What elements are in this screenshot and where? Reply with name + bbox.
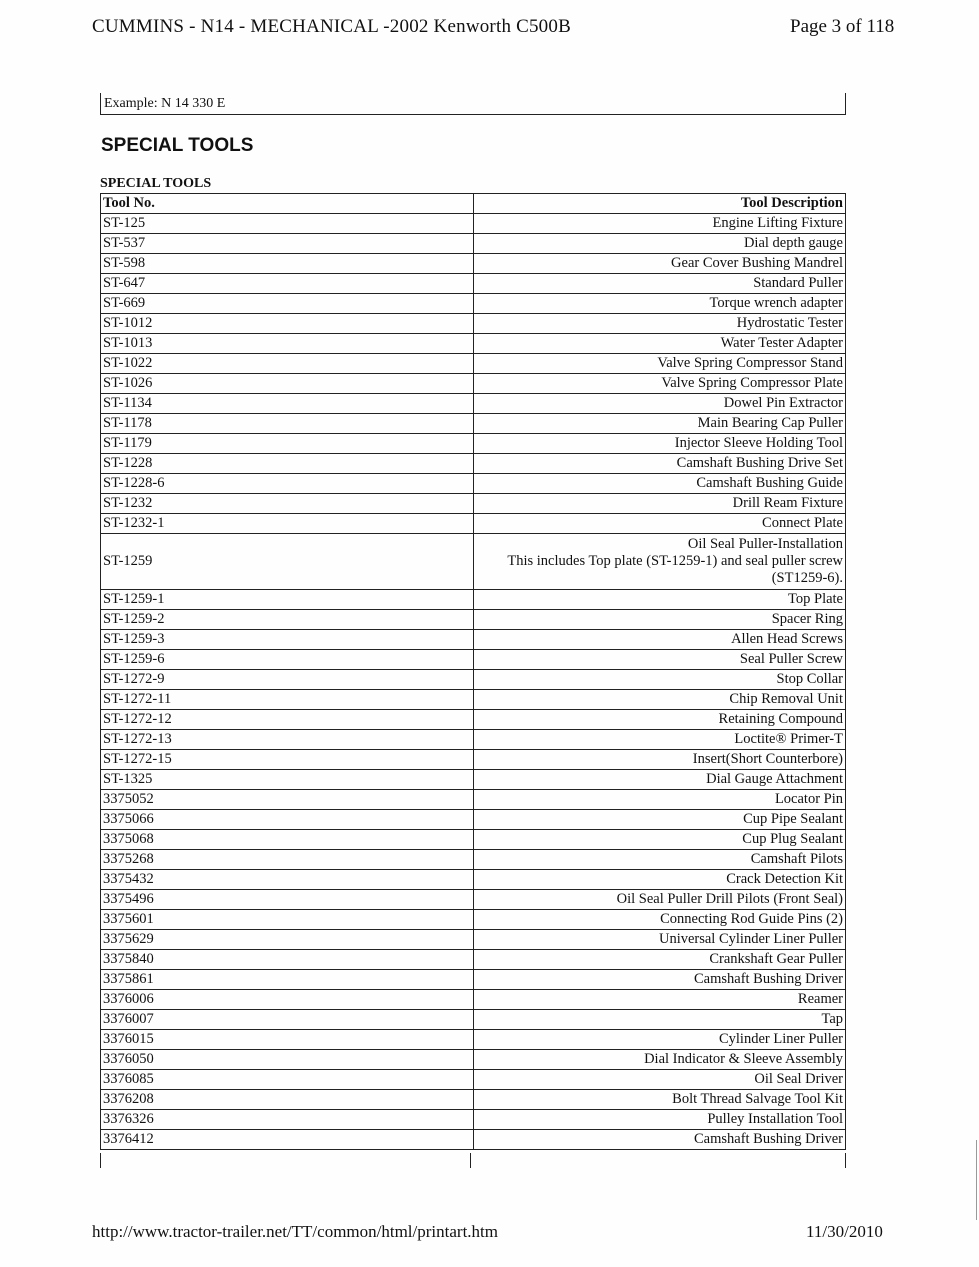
table-row xyxy=(101,770,846,790)
tool-description-cell: Cylinder Liner Puller xyxy=(474,1030,846,1050)
tool-number-cell: 3375052 xyxy=(101,790,474,810)
tool-description-cell: Cup Plug Sealant xyxy=(474,830,846,850)
table-row xyxy=(101,314,846,334)
tool-number-cell: 3376015 xyxy=(101,1030,474,1050)
tool-description-cell: Pulley Installation Tool xyxy=(474,1110,846,1130)
tool-description-cell: Oil Seal Driver xyxy=(474,1070,846,1090)
table-row xyxy=(101,1050,846,1070)
table-row xyxy=(101,830,846,850)
tool-description-cell: Reamer xyxy=(474,990,846,1010)
table-row xyxy=(101,810,846,830)
table-row xyxy=(101,1010,846,1030)
tool-description-cell: Injector Sleeve Holding Tool xyxy=(474,434,846,454)
tool-number-cell: ST-1259-3 xyxy=(101,630,474,650)
document-title: CUMMINS - N14 - MECHANICAL -2002 Kenworth C500B xyxy=(92,16,571,37)
tool-description-cell: Retaining Compound xyxy=(474,710,846,730)
table-row xyxy=(101,414,846,434)
tool-description-cell: Spacer Ring xyxy=(474,610,846,630)
scan-edge-mark xyxy=(976,1140,977,1220)
table-header-row xyxy=(101,194,846,214)
table-row xyxy=(101,534,846,590)
tool-number-cell: ST-1272-12 xyxy=(101,710,474,730)
tool-number-cell: ST-1134 xyxy=(101,394,474,414)
tool-description-cell: Camshaft Pilots xyxy=(474,850,846,870)
table-row xyxy=(101,730,846,750)
tool-description-cell: Dial Indicator & Sleeve Assembly xyxy=(474,1050,846,1070)
tool-number-cell: ST-598 xyxy=(101,254,474,274)
table-row xyxy=(101,790,846,810)
example-text: Example: N 14 330 E xyxy=(104,96,226,111)
tool-description-cell: Hydrostatic Tester xyxy=(474,314,846,334)
table-row xyxy=(101,670,846,690)
tool-number-cell: 3375840 xyxy=(101,950,474,970)
tool-description-cell: Valve Spring Compressor Plate xyxy=(474,374,846,394)
tool-number-cell: ST-669 xyxy=(101,294,474,314)
table-row xyxy=(101,354,846,374)
column-header-tool-no: Tool No. xyxy=(101,194,474,214)
tool-number-cell: ST-1272-15 xyxy=(101,750,474,770)
example-box xyxy=(100,93,846,115)
table-row xyxy=(101,454,846,474)
tool-description-cell: Bolt Thread Salvage Tool Kit xyxy=(474,1090,846,1110)
tool-description-cell: Camshaft Bushing Guide xyxy=(474,474,846,494)
tool-number-cell: 3375601 xyxy=(101,910,474,930)
tool-number-cell: ST-1259-2 xyxy=(101,610,474,630)
table-row xyxy=(101,494,846,514)
table-row xyxy=(101,970,846,990)
table-row xyxy=(101,750,846,770)
table-row xyxy=(101,1070,846,1090)
tool-description-cell: Crack Detection Kit xyxy=(474,870,846,890)
table-row xyxy=(101,394,846,414)
tool-number-cell: 3375432 xyxy=(101,870,474,890)
tool-number-cell: ST-1259 xyxy=(101,534,474,590)
table-row xyxy=(101,1110,846,1130)
tool-description-cell: Standard Puller xyxy=(474,274,846,294)
tool-number-cell: ST-1232 xyxy=(101,494,474,514)
tool-description-cell: Camshaft Bushing Driver xyxy=(474,1130,846,1150)
table-continuation-middle xyxy=(470,1153,471,1168)
tool-number-cell: 3375066 xyxy=(101,810,474,830)
footer-date: 11/30/2010 xyxy=(806,1222,883,1241)
tool-number-cell: 3375268 xyxy=(101,850,474,870)
tool-description-cell: Universal Cylinder Liner Puller xyxy=(474,930,846,950)
tool-number-cell: 3376208 xyxy=(101,1090,474,1110)
table-row xyxy=(101,254,846,274)
tool-number-cell: 3376006 xyxy=(101,990,474,1010)
tool-number-cell: ST-1228-6 xyxy=(101,474,474,494)
tool-description-cell: Connect Plate xyxy=(474,514,846,534)
tool-number-cell: ST-1272-11 xyxy=(101,690,474,710)
tool-description-cell: Stop Collar xyxy=(474,670,846,690)
tool-description-cell: Insert(Short Counterbore) xyxy=(474,750,846,770)
tool-number-cell: ST-1259-1 xyxy=(101,590,474,610)
section-title: SPECIAL TOOLS xyxy=(101,135,254,156)
tool-number-cell: 3376007 xyxy=(101,1010,474,1030)
table-body xyxy=(101,194,846,1150)
page-number: Page 3 of 118 xyxy=(790,16,895,37)
tool-description-cell: Gear Cover Bushing Mandrel xyxy=(474,254,846,274)
tool-description-cell: Allen Head Screws xyxy=(474,630,846,650)
tool-number-cell: 3375068 xyxy=(101,830,474,850)
table-row xyxy=(101,910,846,930)
table-row xyxy=(101,890,846,910)
table-row xyxy=(101,1030,846,1050)
tool-number-cell: ST-1022 xyxy=(101,354,474,374)
tool-number-cell: 3376085 xyxy=(101,1070,474,1090)
tool-number-cell: ST-1026 xyxy=(101,374,474,394)
tool-description-cell: Cup Pipe Sealant xyxy=(474,810,846,830)
tool-description-cell: Connecting Rod Guide Pins (2) xyxy=(474,910,846,930)
table-row xyxy=(101,650,846,670)
table-continuation-right xyxy=(845,1153,846,1168)
tool-description-cell: Chip Removal Unit xyxy=(474,690,846,710)
table-row xyxy=(101,514,846,534)
tool-description-cell: Top Plate xyxy=(474,590,846,610)
tool-description-cell: Valve Spring Compressor Stand xyxy=(474,354,846,374)
tool-number-cell: 3376326 xyxy=(101,1110,474,1130)
table-row xyxy=(101,870,846,890)
tool-description-cell: Dial depth gauge xyxy=(474,234,846,254)
table-row xyxy=(101,334,846,354)
column-header-tool-description: Tool Description xyxy=(474,194,846,214)
tool-number-cell: ST-1228 xyxy=(101,454,474,474)
tool-number-cell: 3376412 xyxy=(101,1130,474,1150)
tool-description-cell: Torque wrench adapter xyxy=(474,294,846,314)
tool-number-cell: ST-1012 xyxy=(101,314,474,334)
tool-number-cell: 3375496 xyxy=(101,890,474,910)
tool-description-cell: Oil Seal Puller Drill Pilots (Front Seal) xyxy=(474,890,846,910)
tool-description-note: This includes Top plate (ST-1259-1) and seal puller screw (ST1259-6). xyxy=(507,553,843,586)
table-row xyxy=(101,690,846,710)
tool-number-cell: ST-1325 xyxy=(101,770,474,790)
tool-description-cell: Water Tester Adapter xyxy=(474,334,846,354)
tool-number-cell: ST-537 xyxy=(101,234,474,254)
table-row xyxy=(101,590,846,610)
tool-description-cell: Loctite® Primer-T xyxy=(474,730,846,750)
tool-description-cell: Camshaft Bushing Driver xyxy=(474,970,846,990)
tool-number-cell: ST-1178 xyxy=(101,414,474,434)
table-row xyxy=(101,950,846,970)
table-continuation-left xyxy=(100,1153,101,1168)
tool-description-cell: Engine Lifting Fixture xyxy=(474,214,846,234)
table-row xyxy=(101,214,846,234)
table-row xyxy=(101,274,846,294)
table-row xyxy=(101,630,846,650)
table-row xyxy=(101,1090,846,1110)
table-row xyxy=(101,234,846,254)
tool-description-cell: Locator Pin xyxy=(474,790,846,810)
tool-description-cell: Dowel Pin Extractor xyxy=(474,394,846,414)
table-row xyxy=(101,474,846,494)
tool-description-cell: Tap xyxy=(474,1010,846,1030)
table-row xyxy=(101,294,846,314)
tool-description-cell: Seal Puller Screw xyxy=(474,650,846,670)
footer-url: http://www.tractor-trailer.net/TT/common/html/printart.htm xyxy=(92,1222,498,1241)
table-row xyxy=(101,1130,846,1150)
tool-description-cell: Camshaft Bushing Drive Set xyxy=(474,454,846,474)
table-row xyxy=(101,990,846,1010)
tool-number-cell: ST-1259-6 xyxy=(101,650,474,670)
tool-number-cell: 3375629 xyxy=(101,930,474,950)
table-row xyxy=(101,434,846,454)
table-row xyxy=(101,374,846,394)
tool-description-main: Oil Seal Puller-Installation xyxy=(687,536,843,552)
tool-number-cell: ST-1272-9 xyxy=(101,670,474,690)
tool-number-cell: ST-1179 xyxy=(101,434,474,454)
tool-number-cell: ST-1272-13 xyxy=(101,730,474,750)
tool-number-cell: 3375861 xyxy=(101,970,474,990)
tool-description-cell: Main Bearing Cap Puller xyxy=(474,414,846,434)
table-caption: SPECIAL TOOLS xyxy=(100,176,212,191)
tool-number-cell: ST-125 xyxy=(101,214,474,234)
tool-number-cell: ST-1013 xyxy=(101,334,474,354)
tool-number-cell: 3376050 xyxy=(101,1050,474,1070)
table-row xyxy=(101,710,846,730)
table-row xyxy=(101,930,846,950)
tool-number-cell: ST-647 xyxy=(101,274,474,294)
special-tools-table xyxy=(100,193,846,1150)
table-row xyxy=(101,610,846,630)
tool-description-cell: Dial Gauge Attachment xyxy=(474,770,846,790)
tool-description-cell: Drill Ream Fixture xyxy=(474,494,846,514)
tool-number-cell: ST-1232-1 xyxy=(101,514,474,534)
tool-description-cell: Crankshaft Gear Puller xyxy=(474,950,846,970)
table-row xyxy=(101,850,846,870)
tool-description-cell xyxy=(474,534,846,590)
